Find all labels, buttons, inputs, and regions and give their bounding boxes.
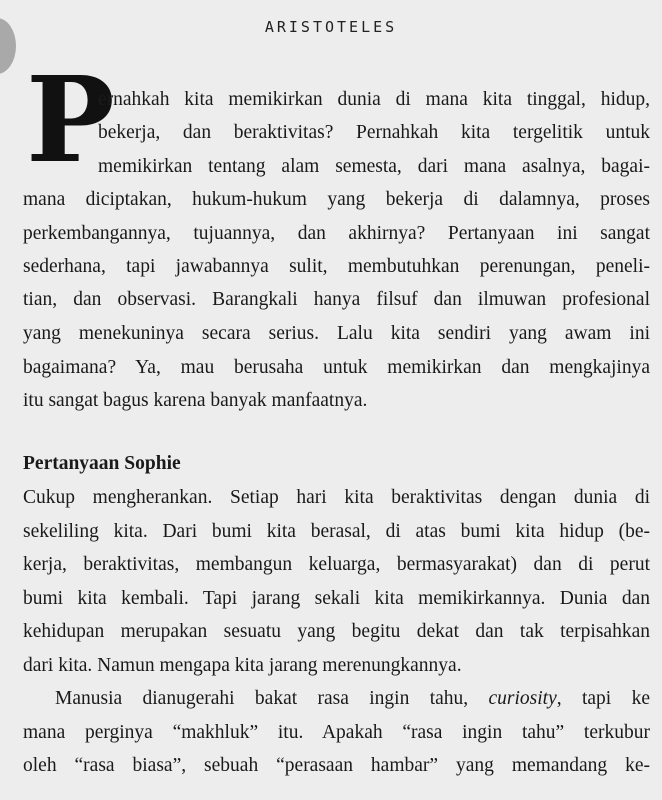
body-line: memikirkan tentang alam semesta, dari mana asalnya, bagai- xyxy=(98,156,650,177)
body-line: mana perginya “makhluk” itu. Apakah “rasa ingin tahu” terkubur xyxy=(23,722,650,743)
running-header: ARISTOTELES xyxy=(264,18,398,36)
body-line: perkembangannya, tujuannya, dan akhirnya? Pertanyaan ini sangat xyxy=(23,223,650,244)
section-heading: Pertanyaan Sophie xyxy=(23,453,181,474)
body-line: tian, dan observasi. Barangkali hanya filsuf dan ilmuwan profesional xyxy=(23,289,650,310)
body-line: ernahkah kita memikirkan dunia di mana kita tinggal, hidup, xyxy=(98,89,650,110)
text-run: , tapi ke xyxy=(556,688,650,709)
body-line: sekeliling kita. Dari bumi kita berasal, di atas bumi kita hidup (be- xyxy=(23,521,650,542)
body-line: mana diciptakan, hukum-hukum yang bekerja di dalamnya, proses xyxy=(23,189,650,210)
body-line: bagaimana? Ya, mau berusaha untuk memikirkan dan mengkajinya xyxy=(23,357,650,378)
body-line: kerja, beraktivitas, membangun keluarga, bermasyarakat) dan di perut xyxy=(23,554,650,575)
text-run: Manusia dianugerahi bakat rasa ingin tahu, xyxy=(55,688,489,709)
body-line: yang menekuninya secara serius. Lalu kita sendiri yang awam ini xyxy=(23,323,650,344)
body-line: bumi kita kembali. Tapi jarang sekali kita memikirkannya. Dunia dan xyxy=(23,588,650,609)
body-line xyxy=(55,687,650,711)
drop-cap: P xyxy=(26,50,115,189)
body-line: sederhana, tapi jawabannya sulit, membutuhkan perenungan, peneli- xyxy=(23,256,650,277)
body-line: bekerja, dan beraktivitas? Pernahkah kita tergelitik untuk xyxy=(98,122,650,143)
body-line: oleh “rasa biasa”, sebuah “perasaan hambar” yang memandang ke- xyxy=(23,755,650,776)
body-line: itu sangat bagus karena banyak manfaatnya. xyxy=(23,390,368,411)
italic-term: curiosity xyxy=(488,688,557,709)
body-line: dari kita. Namun mengapa kita jarang merenungkannya. xyxy=(23,655,462,676)
body-line: Cukup mengherankan. Setiap hari kita beraktivitas dengan dunia di xyxy=(23,487,650,508)
body-line: kehidupan merupakan sesuatu yang begitu dekat dan tak terpisahkan xyxy=(23,621,650,642)
